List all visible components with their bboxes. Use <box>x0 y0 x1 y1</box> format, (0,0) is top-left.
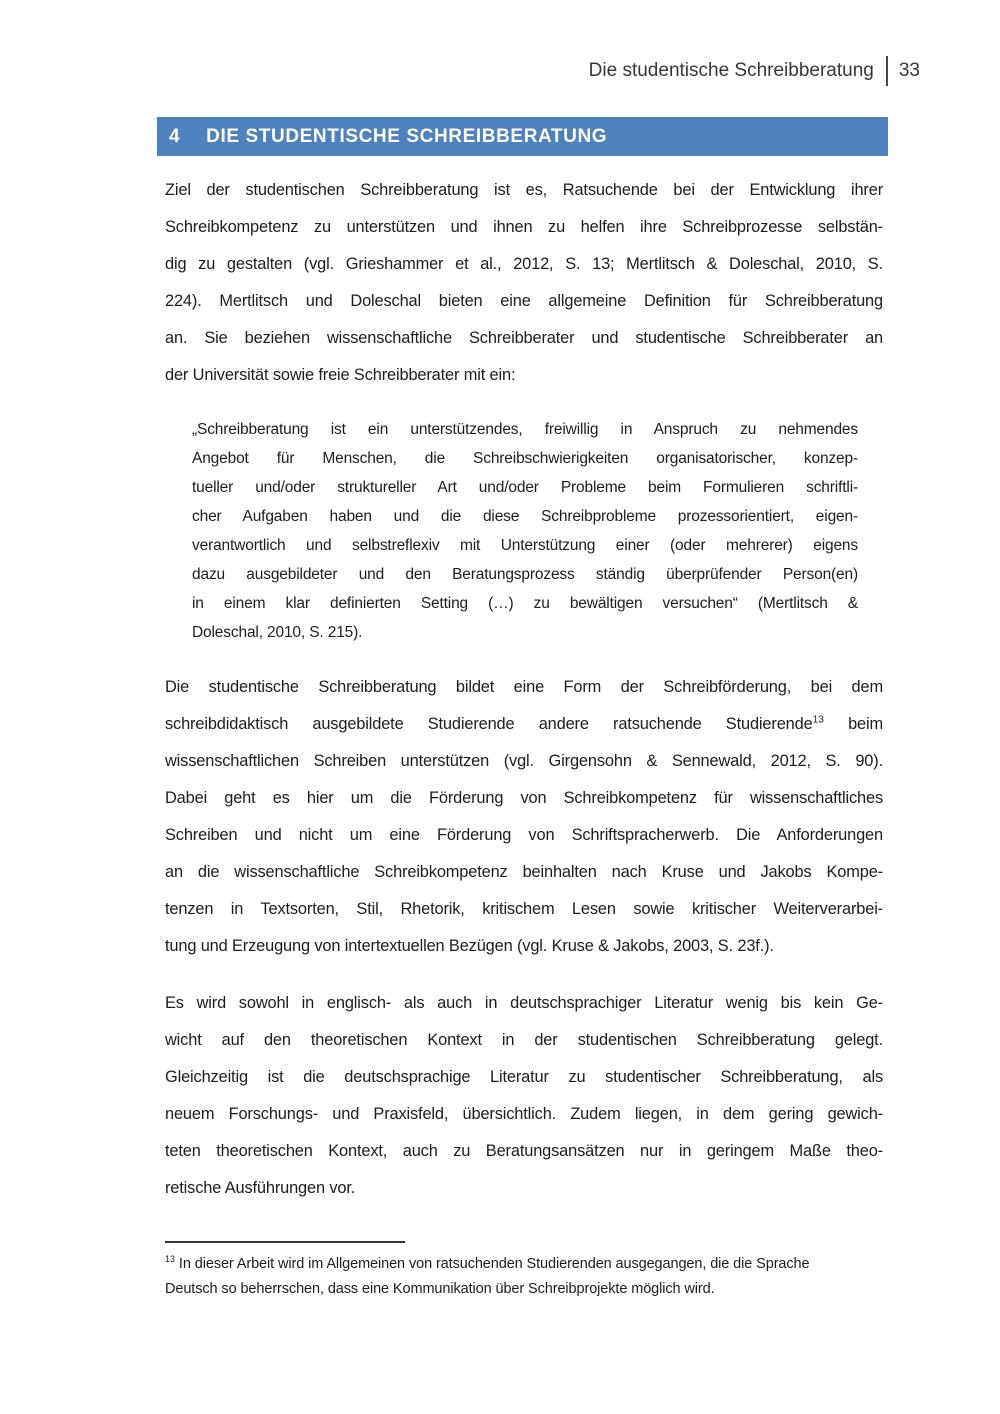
text-line <box>165 706 883 743</box>
text-line: Schreiben und nicht um eine Förderung von Schriftspracherwerb. Die Anforderungen <box>165 826 883 844</box>
paragraph-1 <box>165 172 883 394</box>
text-line: Schreibkompetenz zu unterstützen und ihnen zu helfen ihre Schreibprozesse selbstän- <box>165 218 883 236</box>
footnote <box>165 1241 883 1302</box>
section-heading-bar <box>157 117 888 156</box>
text-line: Doleschal, 2010, S. 215). <box>192 624 363 641</box>
text-line: „Schreibberatung ist ein unterstützendes, freiwillig in Anspruch zu nehmendes <box>192 421 858 438</box>
text-segment: In dieser Arbeit wird im Allgemeinen von ratsuchenden Studierenden ausgegangen, die die Sprache <box>175 1256 810 1272</box>
text-line: tueller und/oder struktureller Art und/oder Probleme beim Formulieren schriftli- <box>192 479 858 496</box>
paragraph-3 <box>165 985 883 1207</box>
footnote-reference-superscript: 13 <box>812 714 824 726</box>
text-line <box>165 1252 883 1277</box>
footnote-text <box>165 1252 883 1302</box>
text-line: Dabei geht es hier um die Förderung von Schreibkompetenz für wissenschaftliches <box>165 789 883 807</box>
page-header <box>589 56 920 86</box>
content <box>165 172 883 1207</box>
text-line: Angebot für Menschen, die Schreibschwierigkeiten organisatorischer, konzep- <box>192 450 858 467</box>
footnote-rule <box>165 1241 405 1243</box>
chapter-title: Die studentische Schreibberatung <box>588 60 874 81</box>
text-line: der Universität sowie freie Schreibberater mit ein: <box>165 366 516 384</box>
text-segment: beim <box>823 715 883 733</box>
text-line: tenzen in Textsorten, Stil, Rhetorik, kritischem Lesen sowie kritischer Weiterverarbei- <box>165 900 883 918</box>
text-line: retische Ausführungen vor. <box>165 1179 356 1197</box>
text-line: an die wissenschaftliche Schreibkompetenz beinhalten nach Kruse und Jakobs Kompe- <box>165 863 883 881</box>
text-segment: schreibdidaktisch ausgebildete Studierende andere ratsuchende Studierende <box>165 715 813 733</box>
text-line: Deutsch so beherrschen, dass eine Kommunikation über Schreibprojekte möglich wird. <box>165 1281 715 1297</box>
text-line: 224). Mertlitsch und Doleschal bieten eine allgemeine Definition für Schreibberatung <box>165 292 883 310</box>
section-title: DIE STUDENTISCHE SCHREIBBERATUNG <box>206 125 608 147</box>
section-number: 4 <box>169 125 181 147</box>
text-line: an. Sie beziehen wissenschaftliche Schreibberater und studentische Schreibberater an <box>165 329 883 347</box>
text-line: tung und Erzeugung von intertextuellen Bezügen (vgl. Kruse & Jakobs, 2003, S. 23f.). <box>165 937 774 955</box>
text-line: Die studentische Schreibberatung bildet eine Form der Schreibförderung, bei dem <box>165 678 883 696</box>
footnote-reference-superscript: 13 <box>165 1254 175 1265</box>
text-line: Ziel der studentischen Schreibberatung ist es, Ratsuchende bei der Entwicklung ihrer <box>165 181 883 199</box>
paragraph-2 <box>165 669 883 965</box>
text-line: wissenschaftlichen Schreiben unterstützen (vgl. Girgensohn & Sennewald, 2012, S. 90). <box>165 752 883 770</box>
text-line: Gleichzeitig ist die deutschsprachige Literatur zu studentischer Schreibberatung, als <box>165 1068 883 1086</box>
page-number: 33 <box>898 60 920 81</box>
text-line: teten theoretischen Kontext, auch zu Beratungsansätzen nur in geringem Maße theo- <box>165 1142 883 1160</box>
header-divider <box>886 56 888 86</box>
text-line: cher Aufgaben haben und die diese Schreibprobleme prozessorientiert, eigen- <box>192 508 858 525</box>
text-line: dazu ausgebildeter und den Beratungsprozess ständig überprüfender Person(en) <box>192 566 858 583</box>
text-line: in einem klar definierten Setting (…) zu bewältigen versuchen“ (Mertlitsch & <box>192 595 858 612</box>
text-line: neuem Forschungs- und Praxisfeld, übersichtlich. Zudem liegen, in dem gering gewich- <box>165 1105 883 1123</box>
block-quote <box>192 415 858 647</box>
text-line: wicht auf den theoretischen Kontext in der studentischen Schreibberatung gelegt. <box>165 1031 883 1049</box>
text-line: dig zu gestalten (vgl. Grieshammer et al., 2012, S. 13; Mertlitsch & Doleschal, 2010, S. <box>165 255 883 273</box>
text-line: Es wird sowohl in englisch- als auch in deutschsprachiger Literatur wenig bis kein Ge- <box>165 994 883 1012</box>
text-line: verantwortlich und selbstreflexiv mit Unterstützung einer (oder mehrerer) eigens <box>192 537 858 554</box>
